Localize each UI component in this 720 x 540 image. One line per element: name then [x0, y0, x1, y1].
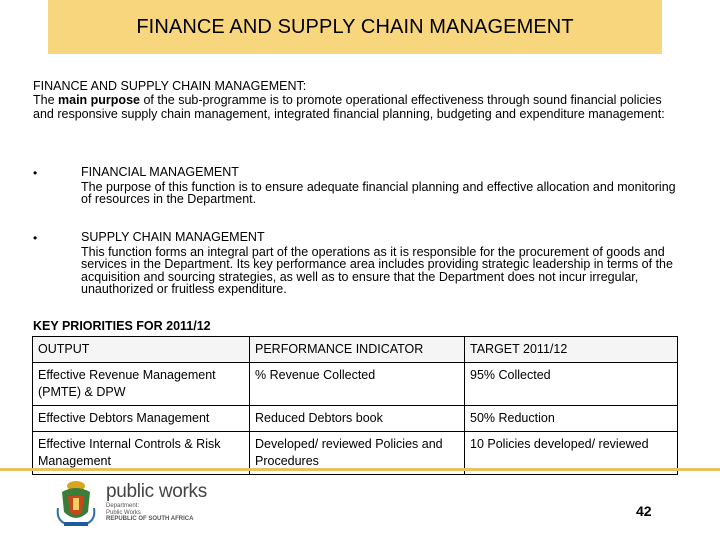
page-number: 42: [636, 503, 652, 519]
bullet-title: SUPPLY CHAIN MANAGEMENT: [81, 230, 265, 244]
bullet-text: This function forms an integral part of the operations as it is responsible for the procurement of goods and services in the Department. Its key performance area includes providing strategic leadership in terms of the acquisition and sourcing strategies, as well as to ensure that the Department does not incur irregular, unauthorized or fruitless expenditure.: [81, 244, 673, 296]
column-header: TARGET 2011/12: [465, 337, 678, 363]
brand-sub-line: Public Works: [106, 509, 141, 516]
brand-name: public works: [106, 481, 207, 502]
footer-divider: [0, 468, 720, 471]
table-header-row: [33, 337, 678, 363]
table-cell: 10 Policies developed/ reviewed: [465, 432, 678, 475]
table-cell: 50% Reduction: [465, 406, 678, 432]
page-title: FINANCE AND SUPPLY CHAIN MANAGEMENT: [136, 15, 574, 38]
table-cell: Developed/ reviewed Policies and Procedures: [250, 432, 465, 475]
bullet-body: [81, 231, 681, 296]
bullet-icon: •: [33, 166, 38, 180]
priorities-table: [32, 336, 678, 475]
table-cell: Effective Debtors Management: [33, 406, 250, 432]
table-row: [33, 406, 678, 432]
bullet-title: FINANCIAL MANAGEMENT: [81, 165, 239, 179]
brand-sub-line: REPUBLIC OF SOUTH AFRICA: [106, 516, 194, 522]
column-header: PERFORMANCE INDICATOR: [250, 337, 465, 363]
intro-rest: of the sub-programme is to promote operational effectiveness through sound financial policies and responsive supply chain management, integrated financial planning, budgeting and expenditure management:: [33, 93, 665, 121]
table-cell: Effective Internal Controls & Risk Management: [33, 432, 250, 475]
intro-emphasis: main purpose: [58, 93, 140, 107]
column-header: OUTPUT: [33, 337, 250, 363]
table-row: [33, 363, 678, 406]
bullet-text: The purpose of this function is to ensure adequate financial planning and effective allocation and monitoring of resources in the Department.: [81, 179, 676, 206]
intro-lead: The: [33, 93, 59, 107]
footer-brand: [106, 481, 207, 523]
table-cell: Reduced Debtors book: [250, 406, 465, 432]
title-banner: [48, 0, 662, 54]
intro-heading: FINANCE AND SUPPLY CHAIN MANAGEMENT:: [33, 79, 307, 93]
table-cell: Effective Revenue Management (PMTE) & DPW: [33, 363, 250, 406]
coat-of-arms-icon: [52, 478, 100, 528]
brand-sub-line: Department:: [106, 503, 140, 509]
brand-sub: [106, 503, 206, 523]
bullet-icon: •: [33, 231, 38, 245]
table-cell: 95% Collected: [465, 363, 678, 406]
intro-paragraph: [33, 79, 673, 121]
bullet-body: [81, 166, 681, 206]
table-cell: % Revenue Collected: [250, 363, 465, 406]
intro-body: [33, 93, 673, 121]
priorities-heading: KEY PRIORITIES FOR 2011/12: [33, 319, 211, 333]
